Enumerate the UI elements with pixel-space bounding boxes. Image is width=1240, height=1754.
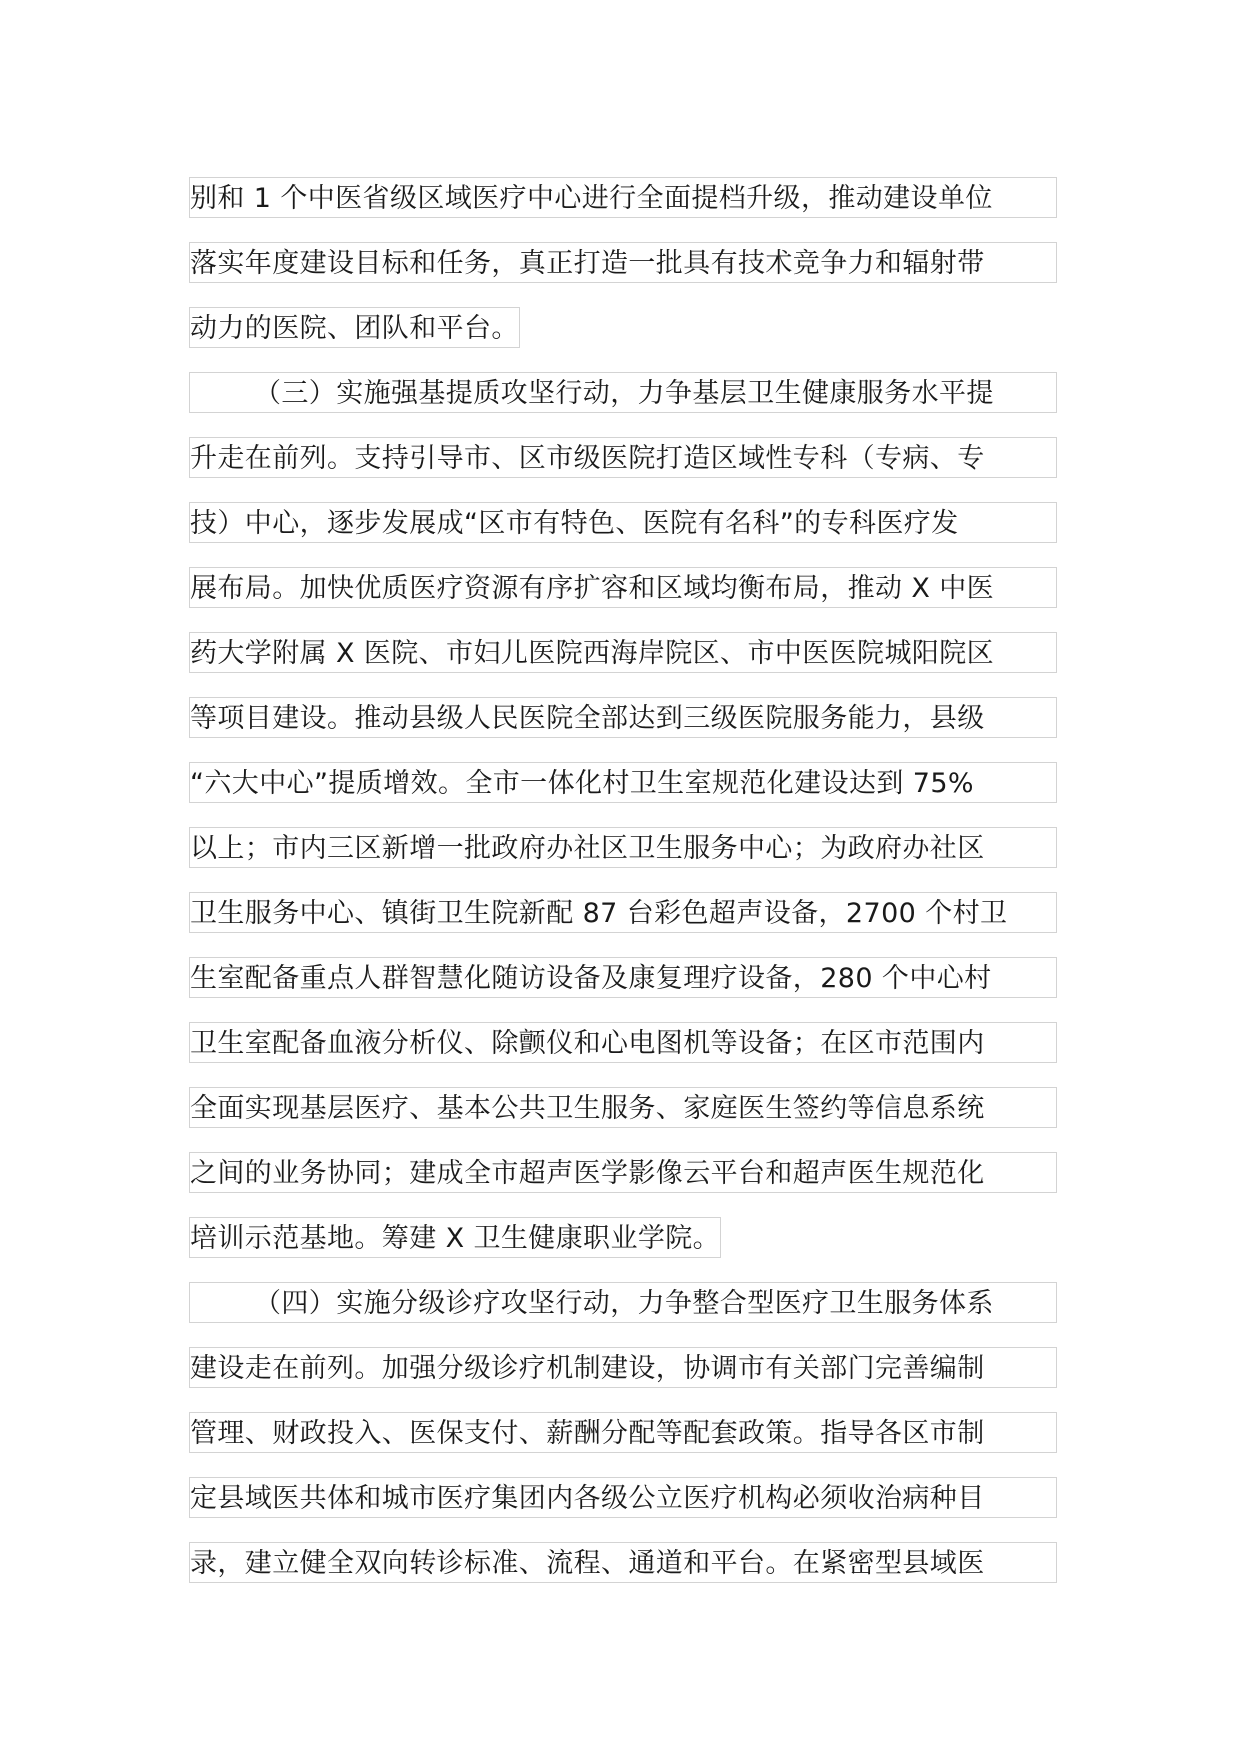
- text-line-content: “六大中心”提质增效。全市一体化村卫生室规范化建设达到 75%: [189, 762, 1057, 803]
- text-line-content: 别和 1 个中医省级区域医疗中心进行全面提档升级，推动建设单位: [189, 177, 1057, 218]
- text-line-content: 培训示范基地。筹建 X 卫生健康职业学院。: [189, 1217, 721, 1258]
- text-line-content: 展布局。加快优质医疗资源有序扩容和区域均衡布局，推动 X 中医: [189, 567, 1057, 608]
- text-line: [189, 1077, 1059, 1142]
- text-line-content: 落实年度建设目标和任务，真正打造一批具有技术竞争力和辐射带: [189, 242, 1057, 283]
- text-line-content: （三）实施强基提质攻坚行动，力争基层卫生健康服务水平提: [189, 372, 1057, 413]
- text-line: [189, 622, 1059, 687]
- text-line: [189, 1467, 1059, 1532]
- text-line-content: 等项目建设。推动县级人民医院全部达到三级医院服务能力，县级: [189, 697, 1057, 738]
- text-line-content: 定县域医共体和城市医疗集团内各级公立医疗机构必须收治病种目: [189, 1477, 1057, 1518]
- text-line: [189, 752, 1059, 817]
- text-line: [189, 492, 1059, 557]
- text-line: [189, 882, 1059, 947]
- text-line: [189, 297, 1059, 362]
- text-line-content: 升走在前列。支持引导市、区市级医院打造区域性专科（专病、专: [189, 437, 1057, 478]
- text-line: [189, 1142, 1059, 1207]
- text-line-content: 卫生室配备血液分析仪、除颤仪和心电图机等设备；在区市范围内: [189, 1022, 1057, 1063]
- text-line-content: 技）中心，逐步发展成“区市有特色、医院有名科”的专科医疗发: [189, 502, 1057, 543]
- text-line-content: 全面实现基层医疗、基本公共卫生服务、家庭医生签约等信息系统: [189, 1087, 1057, 1128]
- text-line: [189, 362, 1059, 427]
- text-line: [189, 557, 1059, 622]
- text-line: [189, 817, 1059, 882]
- text-line: [189, 947, 1059, 1012]
- text-line-content: 动力的医院、团队和平台。: [189, 307, 520, 348]
- text-line-content: 之间的业务协同；建成全市超声医学影像云平台和超声医生规范化: [189, 1152, 1057, 1193]
- body-text: [189, 167, 1059, 1597]
- text-line-content: 药大学附属 X 医院、市妇儿医院西海岸院区、市中医医院城阳院区: [189, 632, 1057, 673]
- text-line: [189, 1402, 1059, 1467]
- text-line-content: （四）实施分级诊疗攻坚行动，力争整合型医疗卫生服务体系: [189, 1282, 1057, 1323]
- text-line-content: 以上；市内三区新增一批政府办社区卫生服务中心；为政府办社区: [189, 827, 1057, 868]
- text-line: [189, 1012, 1059, 1077]
- text-line-content: 录，建立健全双向转诊标准、流程、通道和平台。在紧密型县域医: [189, 1542, 1057, 1583]
- text-line-content: 建设走在前列。加强分级诊疗机制建设，协调市有关部门完善编制: [189, 1347, 1057, 1388]
- text-line: [189, 1532, 1059, 1597]
- text-line: [189, 1207, 1059, 1272]
- text-line: [189, 687, 1059, 752]
- text-line: [189, 167, 1059, 232]
- text-line: [189, 427, 1059, 492]
- text-line: [189, 1337, 1059, 1402]
- text-line-content: 管理、财政投入、医保支付、薪酬分配等配套政策。指导各区市制: [189, 1412, 1057, 1453]
- text-line: [189, 232, 1059, 297]
- text-line-content: 生室配备重点人群智慧化随访设备及康复理疗设备，280 个中心村: [189, 957, 1057, 998]
- text-line-content: 卫生服务中心、镇街卫生院新配 87 台彩色超声设备，2700 个村卫: [189, 892, 1057, 933]
- text-line: [189, 1272, 1059, 1337]
